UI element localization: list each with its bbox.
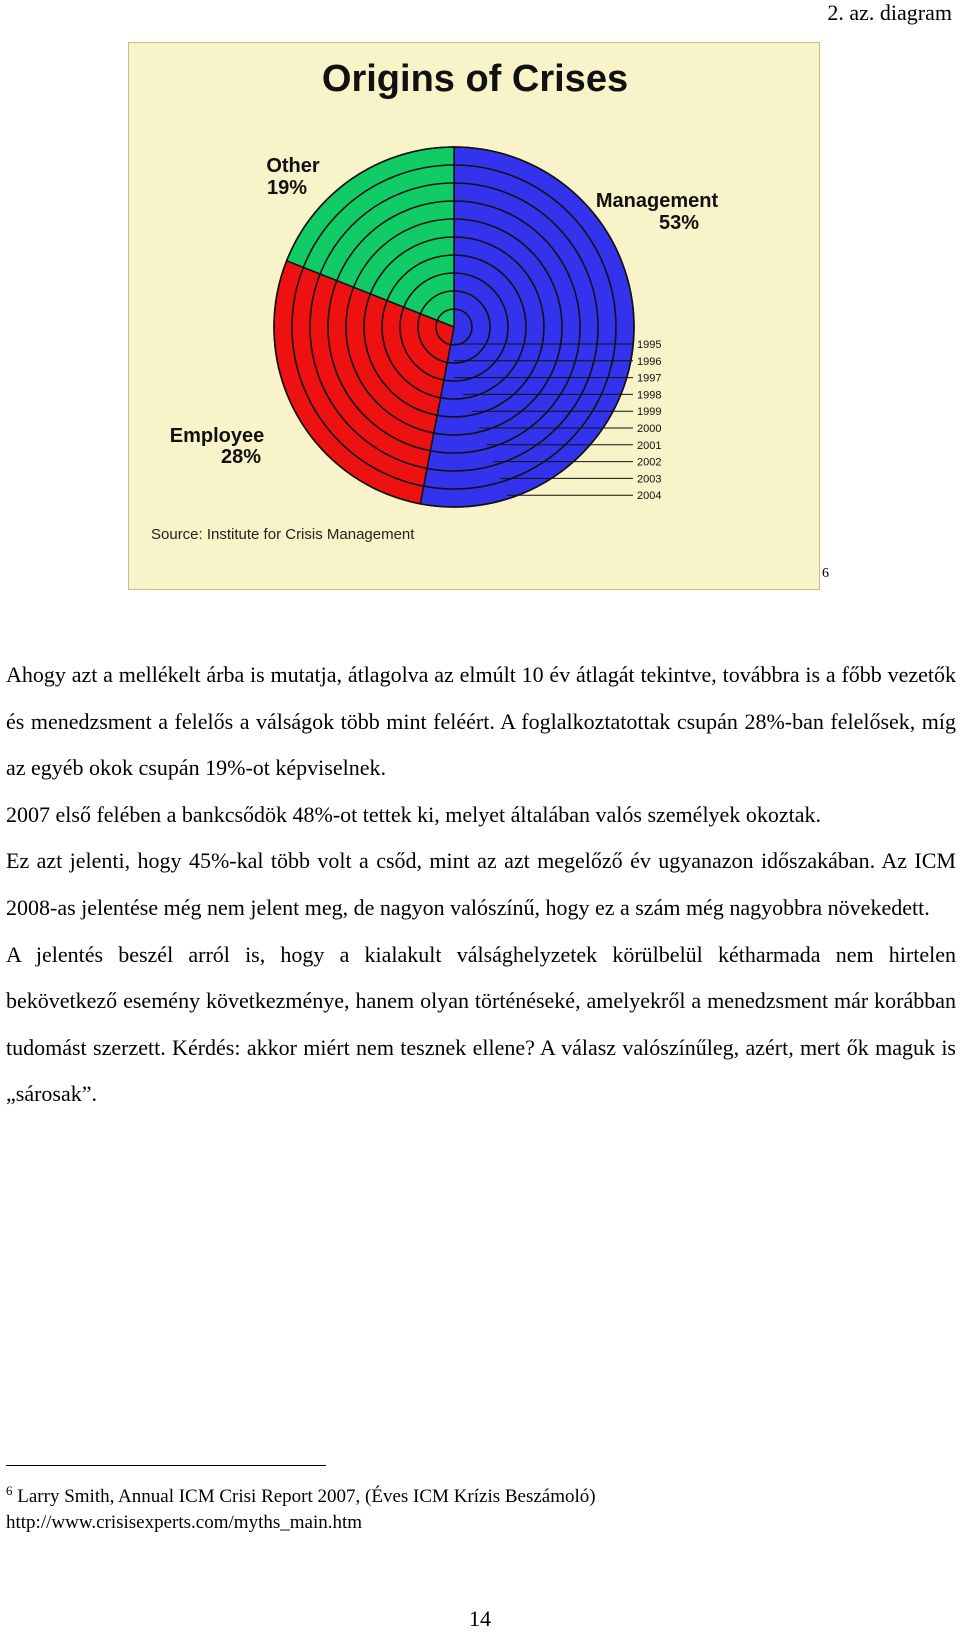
year-label-2000: 2000 — [637, 423, 662, 435]
paragraph-4: A jelentés beszél arról is, hogy a kialakult válsághelyzetek körülbelül kétharmada nem hirtelen bekövetkező esemény következménye, hanem olyan történéseké, amelyekről a menedzsment már korábban tudomást szerzett. Kérdés: akkor miért nem tesznek ellene? A válasz valószínűleg, azért, mert ők maguk is „sárosak”. — [6, 941, 956, 1107]
label-other-name: Other — [266, 155, 320, 177]
paragraph-2: 2007 első felében a bankcsődök 48%-ot tettek ki, melyet általában valós személyek okoztak. — [6, 801, 821, 827]
year-label-1999: 1999 — [637, 406, 662, 419]
footnote-citation — [6, 1478, 906, 1510]
label-management-value: 53% — [658, 212, 700, 234]
chart-source: Source: Institute for Crisis Management — [151, 526, 415, 543]
year-label-1995: 1995 — [637, 339, 662, 351]
year-label-1998: 1998 — [637, 389, 662, 402]
year-label-2002: 2002 — [637, 456, 662, 469]
label-employee-value: 28% — [220, 446, 262, 468]
year-label-2001: 2001 — [637, 439, 662, 452]
year-label-1997: 1997 — [637, 372, 662, 385]
year-label-2004: 2004 — [637, 490, 662, 503]
chart-title: Origins of Crises — [321, 58, 629, 100]
body-text — [6, 652, 956, 1118]
page-number: 14 — [469, 1606, 491, 1631]
label-employee-name: Employee — [169, 425, 265, 447]
chart-svg — [129, 43, 821, 591]
footnote-text: Larry Smith, Annual ICM Crisi Report 2007, (Éves ICM Krízis Beszámoló) — [17, 1486, 596, 1507]
footnote-url: http://www.crisisexperts.com/myths_main.htm — [6, 1512, 363, 1533]
footnote-reference: 6 — [822, 566, 829, 581]
origins-of-crises-chart — [128, 42, 820, 590]
footnote-number: 6 — [6, 1483, 13, 1498]
footnote — [6, 1478, 906, 1536]
paragraph-3: Ez azt jelenti, hogy 45%-kal több volt a csőd, mint az azt megelőző év ugyanazon időszakában. Az ICM 2008-as jelentése még nem jelent meg, de nagyon valószínű, hogy ez a szám még nagyobbra növekedett. — [6, 848, 956, 920]
year-label-1996: 1996 — [637, 355, 662, 368]
label-management-name: Management — [595, 190, 719, 212]
year-label-2003: 2003 — [637, 473, 662, 486]
label-other-value: 19% — [266, 177, 308, 199]
footnote-separator — [6, 1465, 326, 1466]
paragraph-1: Ahogy azt a mellékelt árba is mutatja, átlagolva az elmúlt 10 év átlagát tekintve, továbbra is a főbb vezetők és menedzsment a felelős a válságok több mint feléért. A foglalkoztatottak csupán 28%-ban felelősek, míg az egyéb okok csupán 19%-ot képviselnek. — [6, 662, 956, 781]
figure-caption: 2. az. diagram — [827, 0, 952, 25]
pie-rings — [274, 147, 634, 507]
